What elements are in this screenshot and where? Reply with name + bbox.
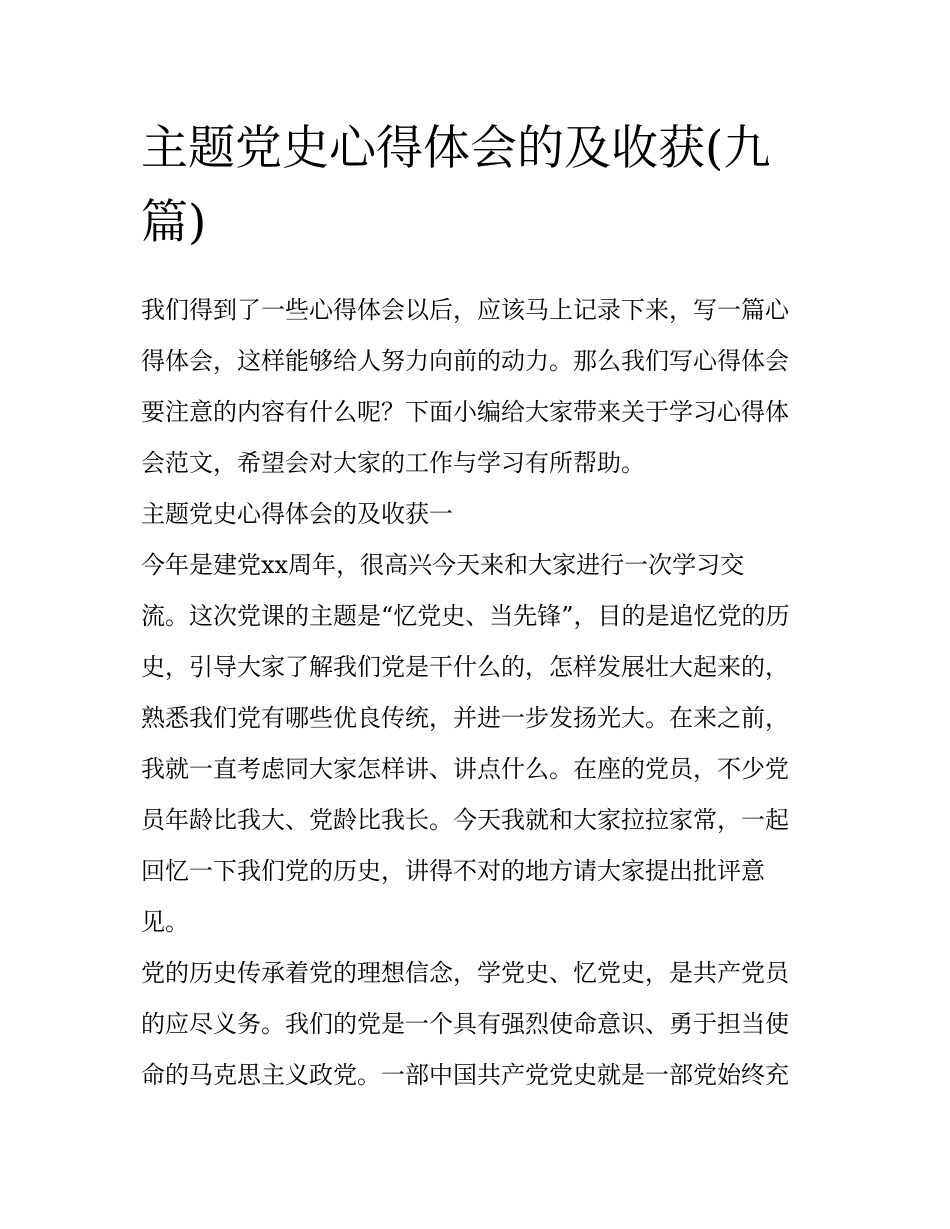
text-line: 员年龄比我大、党龄比我长。今天我就和大家拉拉家常，一起 — [141, 806, 789, 834]
title-line: 篇) — [141, 195, 207, 250]
section-heading — [141, 489, 813, 540]
text-line: 我就一直考虑同大家怎样讲、讲点什么。在座的党员，不少党 — [141, 755, 789, 783]
intro-paragraph — [141, 285, 813, 489]
text-line: 的应尽义务。我们的党是一个具有强烈使命意识、勇于担当使 — [141, 1010, 789, 1038]
document-title — [141, 112, 813, 260]
text-line: 我们得到了一些心得体会以后，应该马上记录下来，写一篇心 — [141, 296, 789, 324]
text-line: 命的马克思主义政党。一部中国共产党党史就是一部党始终充 — [141, 1061, 789, 1089]
text-line: 主题党史心得体会的及收获一 — [141, 500, 453, 528]
text-line: 见。 — [141, 908, 189, 936]
document-page — [141, 112, 813, 1101]
text-line: 熟悉我们党有哪些优良传统，并进一步发扬光大。在来之前， — [141, 704, 789, 732]
text-line: 要注意的内容有什么呢？下面小编给大家带来关于学习心得体 — [141, 398, 789, 426]
title-line: 主题党史心得体会的及收获(九 — [141, 121, 771, 176]
text-line: 今年是建党xx周年，很高兴今天来和大家进行一次学习交 — [141, 551, 745, 579]
body-paragraph-1 — [141, 540, 813, 948]
text-line: 流。这次党课的主题是“忆党史、当先锋”，目的是追忆党的历 — [141, 602, 790, 630]
text-line: 得体会，这样能够给人努力向前的动力。那么我们写心得体会 — [141, 347, 789, 375]
text-line: 回忆一下我们党的历史，讲得不对的地方请大家提出批评意 — [141, 857, 765, 885]
body-paragraph-2 — [141, 948, 813, 1101]
text-line: 党的历史传承着党的理想信念，学党史、忆党史，是共产党员 — [141, 959, 789, 987]
text-line: 会范文，希望会对大家的工作与学习有所帮助。 — [141, 449, 645, 477]
text-line: 史，引导大家了解我们党是干什么的，怎样发展壮大起来的， — [141, 653, 789, 681]
